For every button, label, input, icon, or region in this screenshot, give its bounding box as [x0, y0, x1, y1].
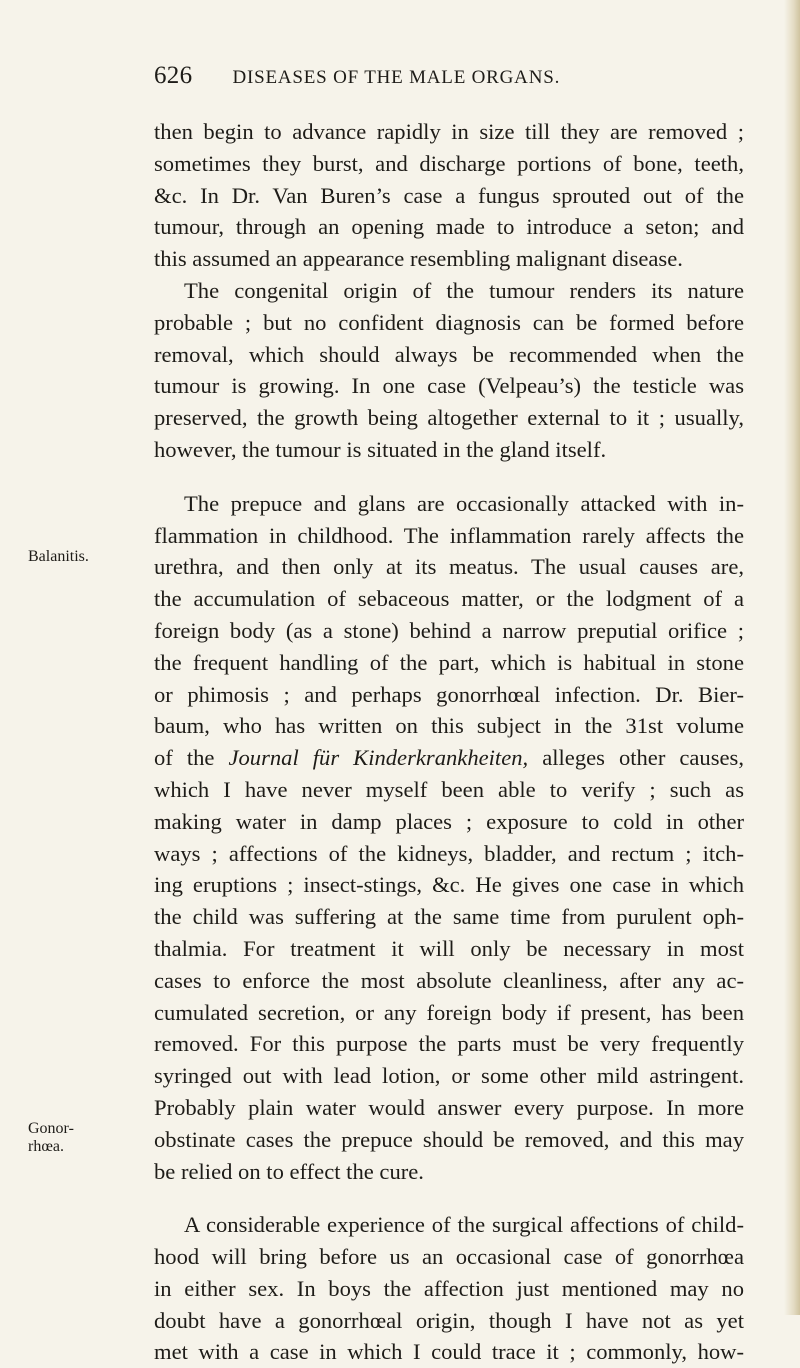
text-line: which I have never myself been able to verify ; such as: [154, 776, 744, 802]
text-line: or phimosis ; and perhaps gonorrhœal infection. Dr. Bier-: [154, 681, 744, 707]
text-line: in either sex. In boys the affection just mentioned may no: [154, 1275, 744, 1301]
paragraph-gap: [154, 1187, 744, 1209]
text-line: The congenital origin of the tumour renders its nature: [184, 277, 744, 303]
text-line: ing eruptions ; insect-stings, &c. He gives one case in which: [154, 872, 744, 898]
text-line: the accumulation of sebaceous matter, or the lodgment of a: [154, 586, 744, 612]
text-line: then begin to advance rapidly in size till they are removed ;: [154, 119, 744, 144]
page-header: [154, 62, 654, 90]
text-line: be relied on to effect the cure.: [154, 1158, 424, 1184]
paragraph-gap: [154, 466, 744, 488]
text-line: doubt have a gonorrhœal origin, though I have not as yet: [154, 1307, 744, 1333]
journal-title: Journal für Kinderkrankheiten,: [228, 745, 529, 771]
text-line: urethra, and then only at its meatus. The usual causes are,: [154, 554, 744, 580]
text-line: baum, who has written on this subject in the 31st volume: [154, 713, 744, 739]
text-line: tumour is growing. In one case (Velpeau’s) the testicle was: [154, 373, 744, 399]
text-line: however, the tumour is situated in the gland itself.: [154, 436, 607, 462]
text-line: preserved, the growth being altogether external to it ; usually,: [154, 405, 744, 431]
text-line: sometimes they burst, and discharge portions of bone, teeth,: [154, 150, 744, 176]
paragraph-tumour-growth: [154, 116, 744, 275]
text-fragment: alleges other causes,: [542, 745, 744, 771]
text-line: A considerable experience of the surgical affections of child-: [184, 1212, 744, 1238]
text-line: removed. For this purpose the parts must be very frequently: [154, 1031, 744, 1057]
text-line: cases to enforce the most absolute cleanliness, after any ac-: [154, 967, 744, 993]
text-line: removal, which should always be recommended when the: [154, 341, 744, 367]
text-line: tumour, through an opening made to introduce a seton; and: [154, 214, 744, 240]
text-line: probable ; but no confident diagnosis can be formed before: [154, 309, 744, 335]
sidenote-balanitis: Balanitis.: [28, 548, 89, 565]
text-line: ways ; affections of the kidneys, bladder, and rectum ; itch-: [154, 840, 744, 866]
text-line: The prepuce and glans are occasionally attacked with in-: [184, 490, 744, 516]
text-line: syringed out with lead lotion, or some other mild astringent.: [154, 1063, 744, 1089]
text-line: obstinate cases the prepuce should be removed, and this may: [154, 1126, 744, 1152]
text-fragment: of the: [154, 745, 215, 771]
text-line: this assumed an appearance resembling malignant disease.: [154, 246, 683, 272]
paragraph-gonorrhoea: [154, 1209, 744, 1368]
body-text: [154, 116, 744, 1368]
text-line: the frequent handling of the part, which is habitual in stone: [154, 649, 744, 675]
text-line: met with a case in which I could trace it ; commonly, how-: [154, 1339, 744, 1365]
text-line: making water in damp places ; exposure to cold in other: [154, 808, 744, 834]
text-line: foreign body (as a stone) behind a narrow preputial orifice ;: [154, 617, 744, 643]
text-line: Probably plain water would answer every purpose. In more: [154, 1094, 744, 1120]
text-line: thalmia. For treatment it will only be necessary in most: [154, 935, 744, 961]
text-line: flammation in childhood. The inflammation rarely affects the: [154, 522, 744, 548]
paragraph-balanitis: [154, 488, 744, 1188]
text-line-journal: [154, 742, 744, 774]
sidenote-gonorrhoea-line2: rhœa.: [28, 1138, 64, 1155]
page-edge-shadow: [784, 0, 800, 1315]
running-title: DISEASES OF THE MALE ORGANS.: [232, 67, 561, 88]
sidenote-gonorrhoea-line1: Gonor-: [28, 1120, 74, 1137]
text-line: hood will bring before us an occasional case of gonorrhœa: [154, 1244, 744, 1270]
page-number: 626: [154, 62, 193, 89]
text-line: cumulated secretion, or any foreign body if present, has been: [154, 999, 744, 1025]
text-line: the child was suffering at the same time from purulent oph-: [154, 904, 744, 930]
text-line: &c. In Dr. Van Buren’s case a fungus sprouted out of the: [154, 182, 744, 208]
paragraph-congenital-origin: [154, 275, 744, 466]
